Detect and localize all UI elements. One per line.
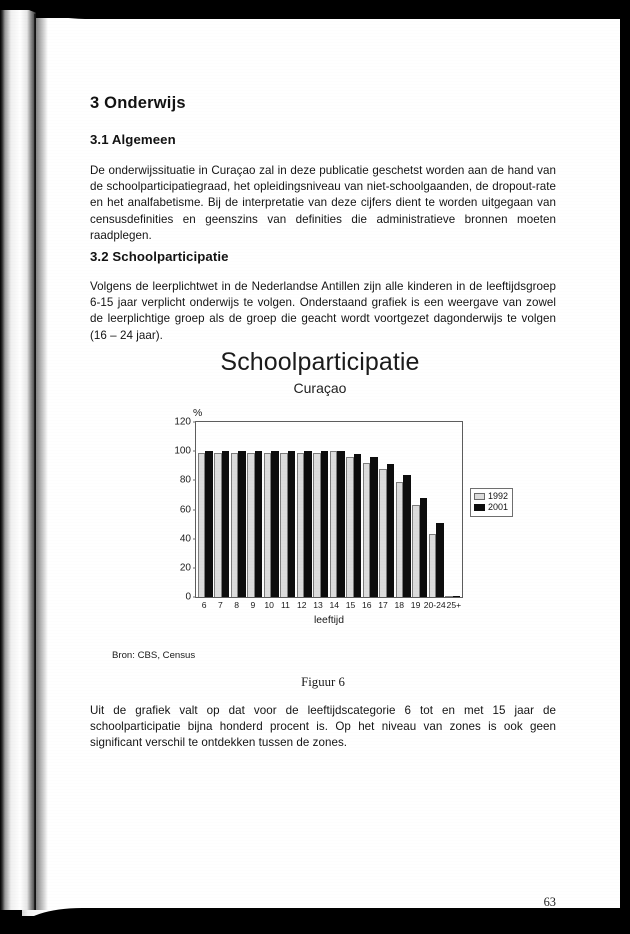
x-axis-tick-label: 19 bbox=[410, 600, 421, 610]
section-heading-schoolparticipatie: 3.2 Schoolparticipatie bbox=[90, 249, 229, 264]
bar-1992-17 bbox=[379, 469, 386, 597]
bar-2001-20-24 bbox=[436, 523, 443, 597]
bar-1992-19 bbox=[412, 505, 419, 597]
y-axis-tick-label: 40 bbox=[179, 533, 191, 545]
bar-2001-16 bbox=[370, 457, 377, 597]
bar-group bbox=[395, 422, 412, 597]
page-number: 63 bbox=[543, 895, 556, 909]
x-axis-ticks bbox=[195, 600, 463, 610]
bar-2001-12 bbox=[304, 451, 311, 597]
bar-1992-20-24 bbox=[429, 534, 436, 597]
x-axis-tick-label: 9 bbox=[250, 600, 256, 610]
page-content bbox=[90, 0, 560, 934]
figure-caption: Figuur 6 bbox=[301, 675, 345, 689]
chart-subtitle: Curaçao bbox=[293, 380, 347, 396]
bar-group bbox=[313, 422, 330, 597]
y-axis-tick-label: 100 bbox=[174, 445, 191, 457]
x-axis-tick-label: 6 bbox=[201, 600, 207, 610]
bar-1992-14 bbox=[330, 451, 337, 597]
bar-1992-9 bbox=[247, 453, 254, 597]
legend-label: 1992 bbox=[488, 491, 509, 501]
x-axis-tick-label: 8 bbox=[234, 600, 240, 610]
plot-area bbox=[174, 416, 463, 603]
bar-1992-7 bbox=[214, 453, 221, 597]
chart-legend bbox=[470, 488, 513, 517]
y-axis-tick-label: 60 bbox=[179, 504, 191, 515]
bar-1992-11 bbox=[280, 453, 287, 597]
source-note: Bron: CBS, Census bbox=[112, 650, 196, 661]
x-axis-tick-label: 20-24 bbox=[423, 600, 446, 610]
bar-1992-16 bbox=[363, 463, 370, 597]
bar-1992-15 bbox=[346, 457, 353, 597]
bar-group bbox=[428, 422, 445, 597]
legend-item-1992 bbox=[474, 491, 508, 502]
bar-group bbox=[379, 422, 396, 597]
x-axis-tick-label: 14 bbox=[329, 600, 340, 610]
bar-2001-8 bbox=[238, 451, 245, 597]
x-axis-tick-label: 16 bbox=[362, 600, 372, 610]
x-axis-tick-label: 13 bbox=[313, 600, 323, 610]
bar-1992-25+ bbox=[445, 596, 452, 597]
bar-2001-11 bbox=[288, 451, 295, 597]
y-axis-unit-label: % bbox=[193, 407, 203, 419]
legend-swatch-icon bbox=[474, 504, 485, 511]
paragraph-intro: De onderwijssituatie in Curaçao zal in deze publicatie geschetst worden aan de hand van de schoolparticipatiegraad, het opleidingsniveau van niet-schoolgaanden, de dropout-rate en het analfabetisme. Bij de interpretatie van deze cijfers dient te worden uitgegaan van censusdefinities en geenszins van definities die administratieve bronnen moeten raadplegen. bbox=[90, 164, 556, 242]
x-axis-tick-label: 11 bbox=[281, 600, 290, 610]
bar-2001-7 bbox=[222, 451, 229, 597]
bar-2001-6 bbox=[205, 451, 212, 597]
section-heading-algemeen: 3.1 Algemeen bbox=[90, 132, 176, 147]
bar-2001-10 bbox=[271, 451, 278, 597]
page-right-edge bbox=[620, 0, 630, 934]
legend-swatch-icon bbox=[474, 493, 485, 500]
y-axis-tick-label: 80 bbox=[179, 474, 191, 486]
x-axis-title: leeftijd bbox=[313, 615, 345, 626]
y-axis-tick-label: 20 bbox=[179, 562, 191, 574]
plot-wrapper bbox=[85, 408, 555, 628]
x-axis-tick-label: 17 bbox=[378, 600, 388, 610]
bar-2001-14 bbox=[337, 451, 344, 597]
bar-1992-18 bbox=[396, 482, 403, 597]
bar-group bbox=[346, 422, 363, 597]
bar-group bbox=[280, 422, 297, 597]
paragraph-conclusion: Uit de grafiek valt op dat voor de leeftijdscategorie 6 tot en met 15 jaar de schoolparticipatie bijna honderd procent is. Op het niveau van zones is ook geen significant verschil te ontdekken tussen de zones. bbox=[90, 704, 556, 750]
bar-group bbox=[197, 422, 214, 597]
bar-group bbox=[362, 422, 379, 597]
bar-2001-9 bbox=[255, 451, 262, 597]
bar-2001-13 bbox=[321, 451, 328, 597]
x-axis-tick-label: 7 bbox=[218, 600, 223, 610]
bar-group bbox=[230, 422, 247, 597]
bar-1992-8 bbox=[231, 453, 238, 597]
bar-1992-13 bbox=[313, 453, 320, 597]
book-gutter bbox=[0, 10, 36, 910]
paragraph-schoolparticipatie: Volgens de leerplichtwet in de Nederlandse Antillen zijn alle kinderen in de leeftijdsgroep 6-15 jaar verplicht onderwijs te volgen. Onderstaand grafiek is een weergave van zowel de leerplichtige groep als de groep die geacht wordt voortgezet dagonderwijs te volgen (16 – 24 jaar). bbox=[90, 280, 556, 342]
x-axis-tick-label: 10 bbox=[264, 600, 274, 610]
x-axis-tick-label: 12 bbox=[296, 600, 307, 610]
legend-item-2001 bbox=[474, 502, 508, 513]
bar-2001-18 bbox=[403, 475, 410, 598]
figure-6-chart bbox=[85, 348, 555, 648]
bar-group bbox=[247, 422, 264, 597]
x-axis-tick-label: 25+ bbox=[446, 600, 462, 610]
bar-group bbox=[214, 422, 231, 597]
bar-1992-6 bbox=[198, 453, 205, 597]
bar-group bbox=[329, 422, 346, 597]
bar-2001-19 bbox=[420, 498, 427, 597]
bar-2001-15 bbox=[354, 454, 361, 597]
y-axis-tick-label: 120 bbox=[174, 416, 191, 428]
bar-group bbox=[445, 422, 462, 597]
bar-1992-12 bbox=[297, 453, 304, 597]
x-axis-tick-label: 18 bbox=[394, 600, 405, 610]
bar-group bbox=[296, 422, 313, 597]
bar-2001-25+ bbox=[453, 596, 460, 597]
bar-2001-17 bbox=[387, 464, 394, 597]
bar-group bbox=[263, 422, 280, 597]
legend-label: 2001 bbox=[488, 502, 509, 512]
x-axis-tick-label: 15 bbox=[345, 600, 356, 610]
y-axis-tick-label: 0 bbox=[185, 591, 191, 603]
bar-series-layer bbox=[196, 422, 462, 597]
chapter-heading: 3 Onderwijs bbox=[90, 94, 186, 112]
chart-title: Schoolparticipatie bbox=[220, 348, 420, 376]
bar-group bbox=[412, 422, 429, 597]
bar-1992-10 bbox=[264, 453, 271, 597]
